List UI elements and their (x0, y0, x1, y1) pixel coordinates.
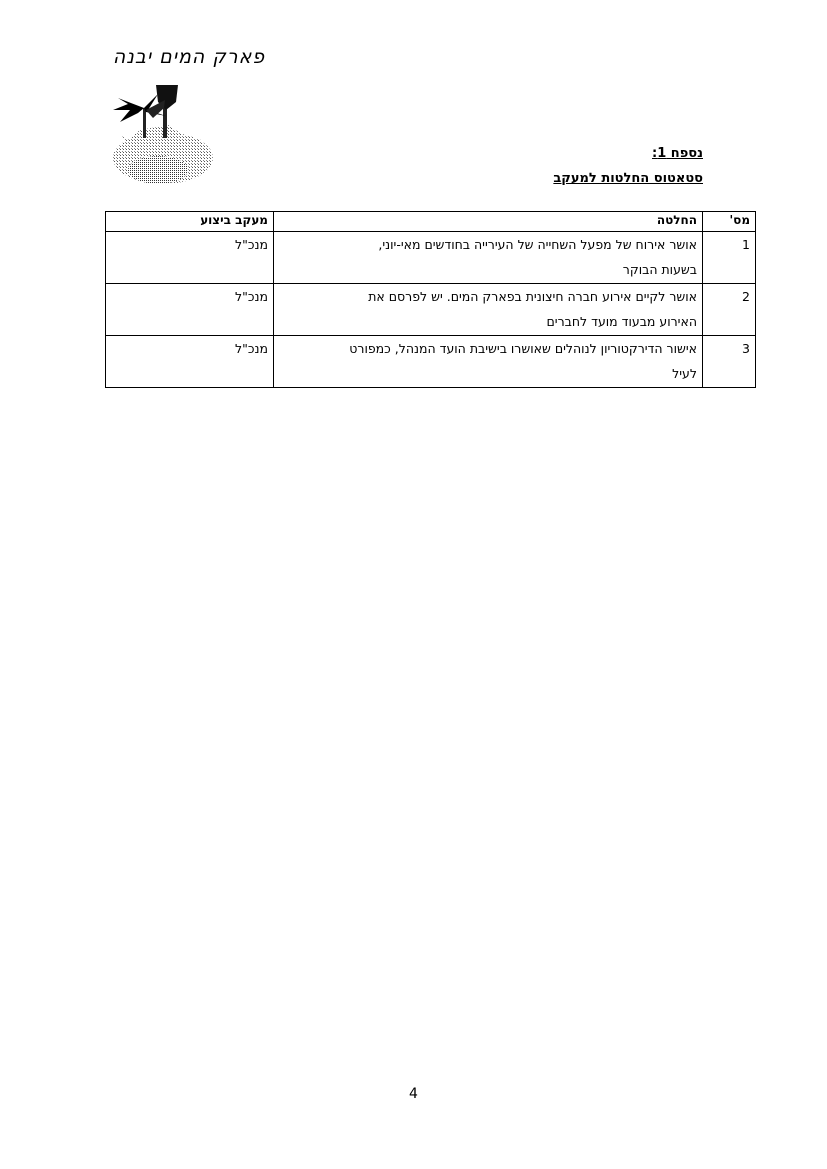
table-row (106, 336, 756, 388)
row-tracking: מנכ"ל (106, 336, 274, 388)
decision-line: בשעות הבוקר (622, 262, 697, 277)
decision-line: אישור הדירקטוריון לנוהלים שאושרו בישיבת הועד המנהל, כמפורט (349, 341, 697, 356)
table-row (106, 232, 756, 284)
header-decision: החלטה (274, 212, 703, 232)
header-num: מס' (703, 212, 756, 232)
palm-tree-island-icon (108, 80, 230, 190)
page-number: 4 (409, 1086, 418, 1102)
row-decision (274, 336, 703, 388)
decision-line: אושר אירוח של מפעל השחייה של העירייה בחודשים מאי-יוני, (378, 237, 697, 252)
decisions-status-heading: סטאטוס החלטות למעקב (553, 171, 703, 186)
table-header-row (106, 212, 756, 232)
row-num: 2 (703, 284, 756, 336)
decision-line: לעיל (672, 366, 697, 381)
row-decision (274, 284, 703, 336)
appendix-heading: נספח 1: (652, 146, 703, 161)
row-num: 1 (703, 232, 756, 284)
row-tracking: מנכ"ל (106, 232, 274, 284)
table-row (106, 284, 756, 336)
row-tracking: מנכ"ל (106, 284, 274, 336)
decision-line: האירוע מבעוד מועד לחברים (546, 314, 697, 329)
header-tracking: מעקב ביצוע (106, 212, 274, 232)
row-decision (274, 232, 703, 284)
decisions-table (105, 211, 756, 388)
row-num: 3 (703, 336, 756, 388)
logo-title: פארק המים יבנה (112, 46, 266, 68)
decision-line: אושר לקיים אירוע חברה חיצונית בפארק המים. יש לפרסם את (368, 289, 697, 304)
